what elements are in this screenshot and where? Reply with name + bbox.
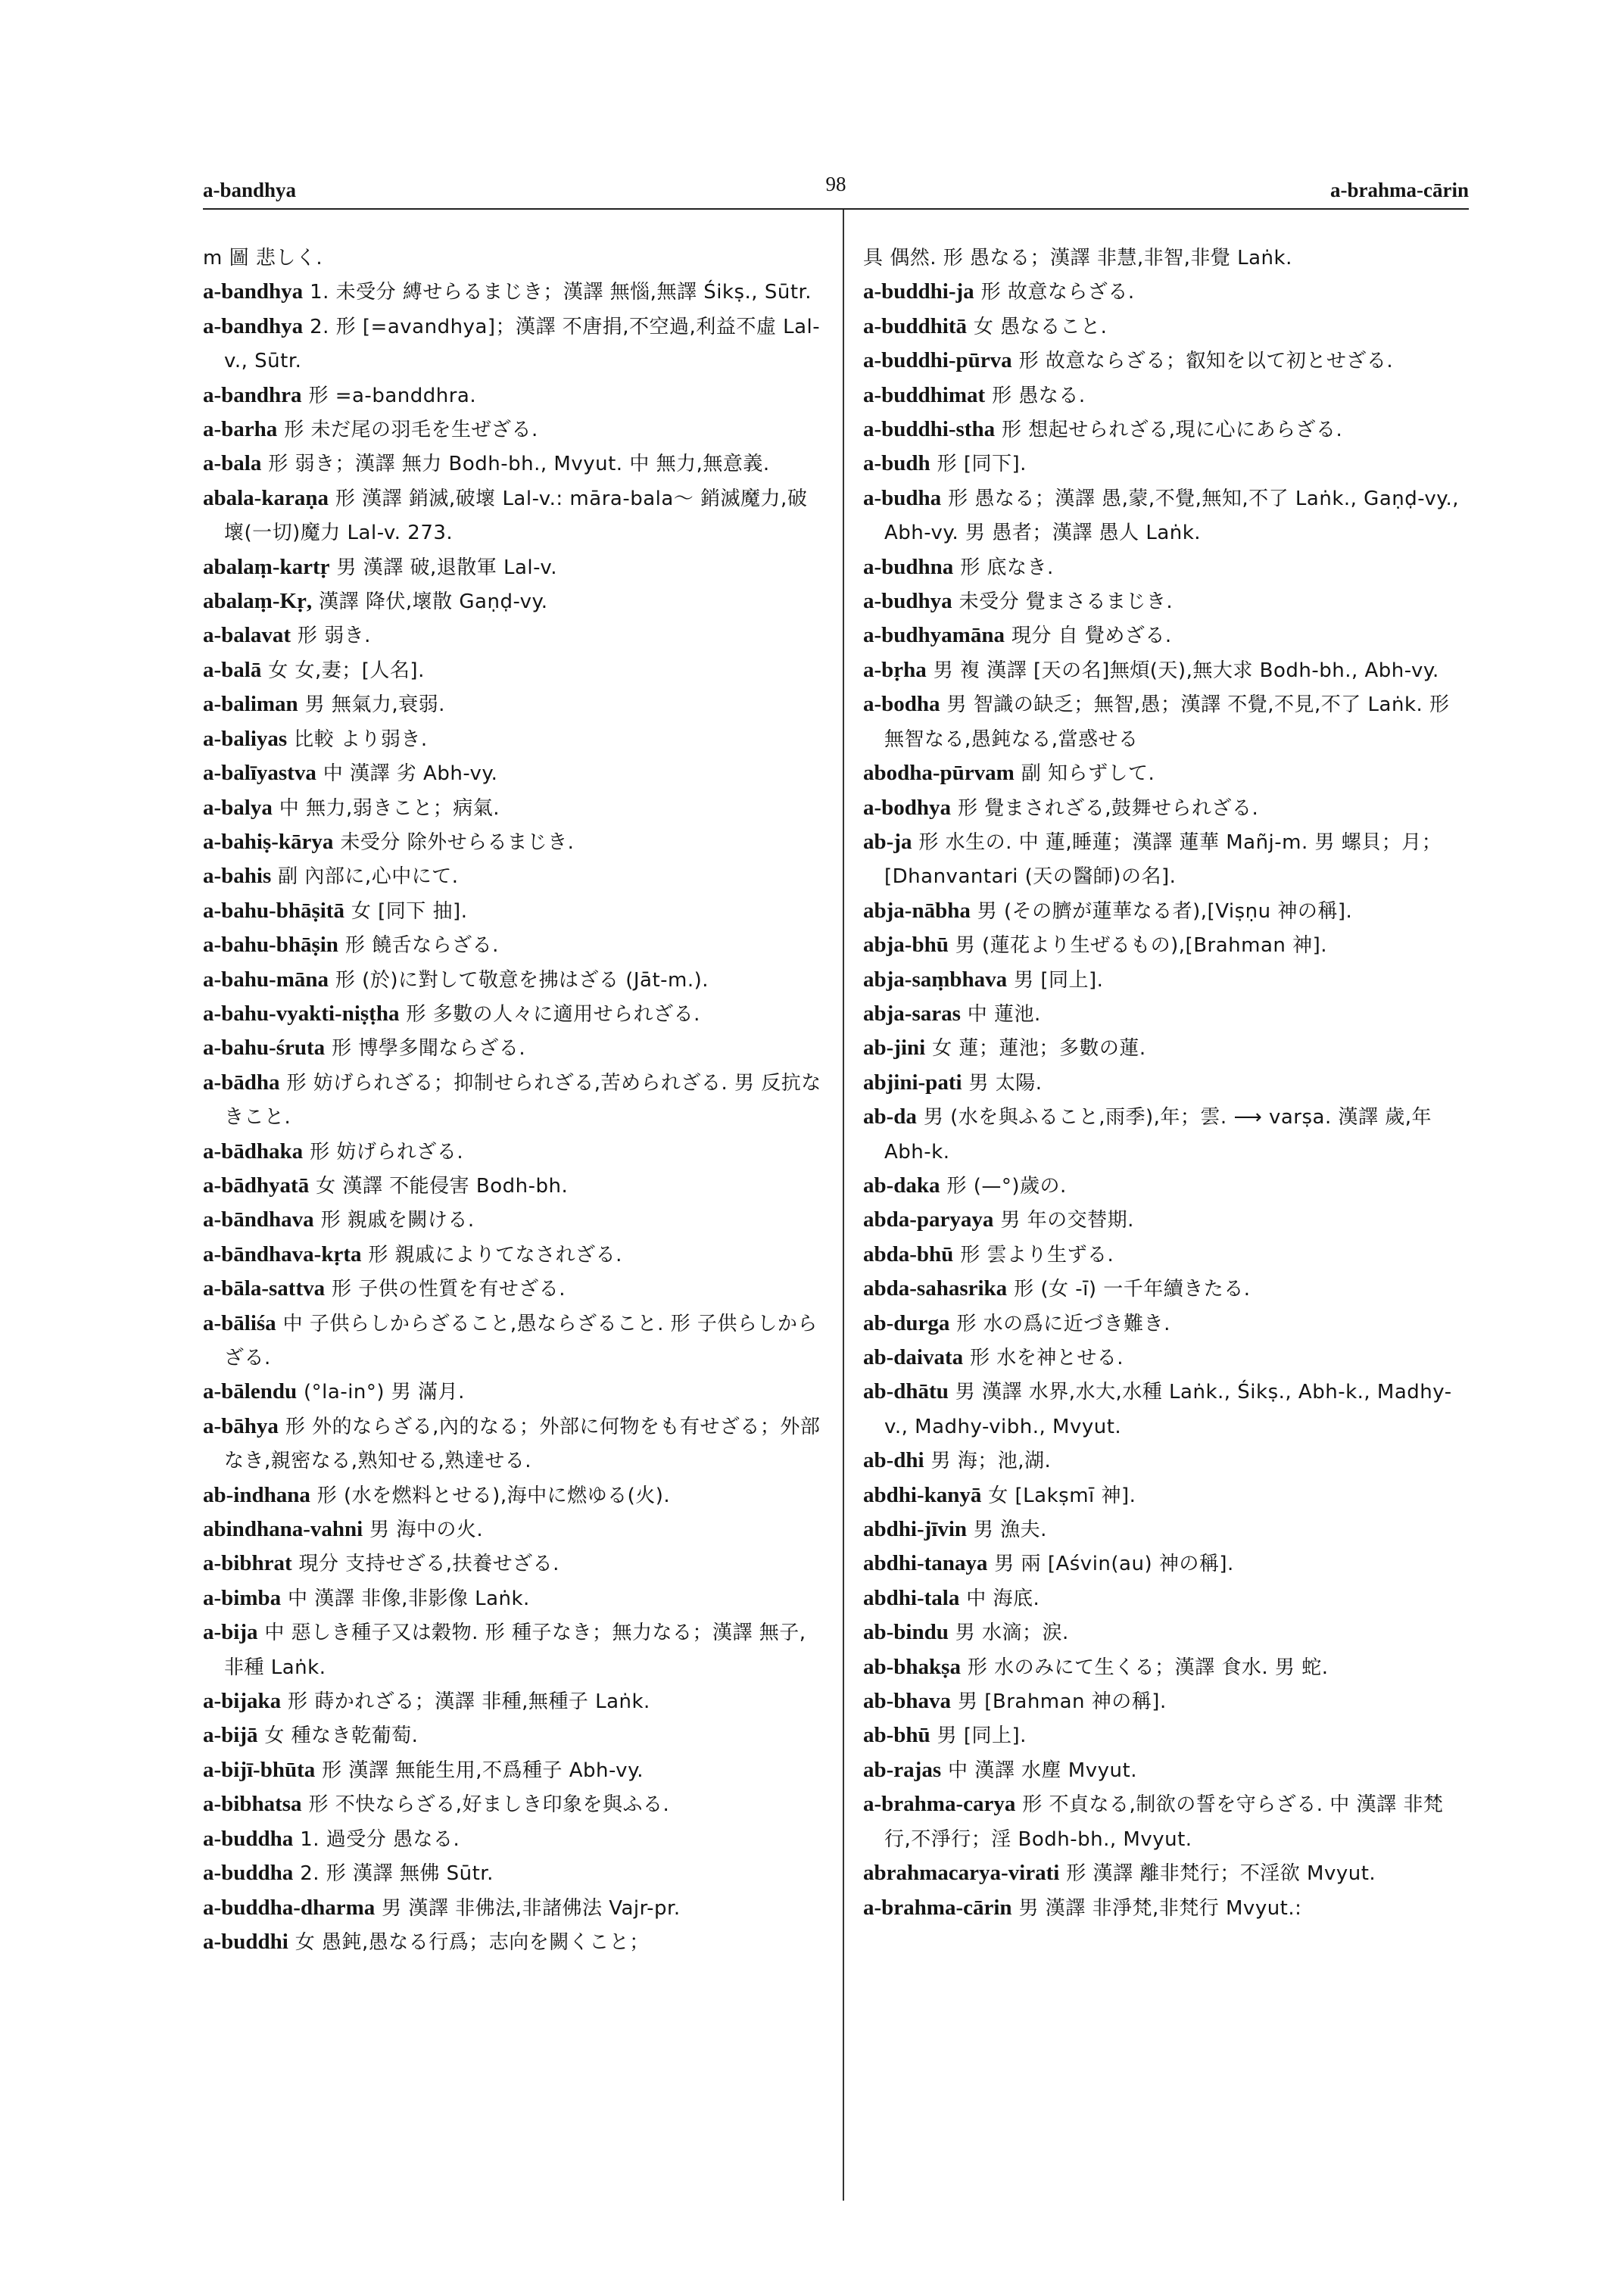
entry-headword: a-buddhitā — [863, 313, 968, 338]
dictionary-entry — [203, 1203, 824, 1237]
entry-definition: 2. 形 [=avandhya]；漢譯 不唐捐,不空過,利益不虛 Lal-v., Sūtr. — [224, 315, 821, 373]
dictionary-entry — [863, 1513, 1469, 1547]
dictionary-entry — [863, 481, 1469, 550]
dictionary-entry — [203, 1753, 824, 1787]
dictionary-entry — [863, 1787, 1469, 1856]
entry-headword: abdhi-kanyā — [863, 1482, 982, 1507]
entry-headword: a-bahis — [203, 864, 272, 889]
entry-headword: a-budhya — [863, 589, 952, 614]
entry-headword: ab-durga — [863, 1310, 950, 1335]
entry-definition: 形 不貞なる,制欲の誓を守らざる. 中 漢譯 非梵行,不淨行；淫 Bodh-bh., Mvyut. — [884, 1793, 1444, 1851]
dictionary-entry — [203, 618, 824, 653]
dictionary-entry — [203, 825, 824, 859]
entry-headword: abdhi-jīvin — [863, 1517, 967, 1542]
entry-definition: 形 弱き. — [297, 625, 371, 648]
entry-definition: 女 漢譯 不能侵害 Bodh-bh. — [316, 1174, 569, 1198]
entry-headword: ab-bhava — [863, 1689, 952, 1714]
entry-definition: 形 外的ならざる,內的なる；外部に何物をも有せざる；外部なき,親密なる,熟知せる,熟達せる. — [224, 1415, 821, 1473]
entry-definition: 男 (蓮花より生ぜるもの),[Brahman 神]. — [955, 934, 1328, 958]
entry-headword: a-brahma-cārin — [863, 1895, 1012, 1920]
header-rule — [203, 208, 1469, 210]
entry-definition: (°la-in°) 男 滿月. — [304, 1381, 465, 1404]
entry-definition: 中 漢譯 水塵 Mvyut. — [948, 1759, 1137, 1782]
entry-headword: abja-nābha — [863, 898, 971, 923]
left-column — [203, 241, 824, 1959]
entry-definition: 女 [Lakṣmī 神]. — [988, 1484, 1136, 1507]
entry-definition: 形 想起せられざる,現に心にあらざる. — [1002, 419, 1343, 442]
dictionary-entry — [203, 413, 824, 447]
entry-definition: 形 (—°)歲の. — [946, 1174, 1067, 1198]
dictionary-entry — [863, 1718, 1469, 1752]
entry-headword: a-budh — [863, 451, 930, 476]
entry-definition: 男 漢譯 水界,水大,水種 Laṅk., Śikṣ., Abh-k., Madhy-v., Madhy-vibh., Mvyut. — [884, 1381, 1452, 1438]
entry-definition: 形 蒔かれざる；漢譯 非種,無種子 Laṅk. — [288, 1690, 650, 1714]
entry-headword: a-buddhi-pūrva — [863, 348, 1012, 373]
dictionary-entry — [863, 1307, 1469, 1341]
dictionary-entry — [863, 1375, 1469, 1444]
dictionary-entry — [863, 1684, 1469, 1718]
entry-headword: a-bādha — [203, 1070, 280, 1095]
dictionary-entry — [203, 687, 824, 721]
entry-headword: a-buddhi-ja — [863, 279, 974, 304]
entry-headword: a-bāndhava-kṛta — [203, 1242, 362, 1266]
entry-headword: a-baliman — [203, 692, 298, 717]
entry-headword: ab-da — [863, 1104, 917, 1129]
entry-definition: 形 (女 -ī) 一千年續きたる. — [1014, 1278, 1251, 1301]
entry-definition: 形 故意ならざる. — [980, 281, 1135, 304]
entry-headword: ab-bhū — [863, 1723, 930, 1748]
entry-definition: 中 漢譯 劣 Abh-vy. — [323, 762, 498, 786]
dictionary-entry — [203, 1031, 824, 1065]
running-head-left: a-bandhya — [203, 179, 297, 201]
entry-definition: 形 (水を燃料とせる),海中に燃ゆる(火). — [316, 1484, 671, 1507]
dictionary-entry — [863, 1066, 1469, 1100]
entry-definition: 女 [同下 抽]. — [351, 899, 468, 923]
dictionary-entry — [203, 481, 824, 550]
entry-headword: abda-bhū — [863, 1242, 954, 1266]
entry-definition: 中 惡しき種子又は穀物. 形 種子なき；無力なる；漢譯 無子,非種 Laṅk. — [224, 1622, 806, 1679]
entry-definition: 男 海中の火. — [369, 1519, 484, 1542]
dictionary-entry — [203, 1513, 824, 1547]
entry-definition: 形 雲より生ずる. — [960, 1243, 1114, 1266]
dictionary-entry — [863, 1100, 1469, 1169]
entry-headword: a-bibhatsa — [203, 1792, 302, 1817]
dictionary-entry — [863, 756, 1469, 790]
entry-headword: abala-karaṇa — [203, 485, 329, 510]
dictionary-entry — [863, 1203, 1469, 1237]
dictionary-entry — [203, 1066, 824, 1135]
dictionary-entry — [203, 1822, 824, 1856]
entry-headword: ab-ja — [863, 829, 912, 854]
entry-headword: a-baliyas — [203, 726, 288, 751]
entry-definition: 形 水の爲に近づき難き. — [956, 1312, 1170, 1335]
entry-definition: 男 海；池,湖. — [930, 1450, 1052, 1473]
entry-definition: 中 無力,弱きこと；病氣. — [279, 796, 500, 820]
entry-headword: a-bodhya — [863, 795, 952, 820]
entry-definition: 形 愚なる. — [992, 384, 1086, 407]
entry-headword: a-bijā — [203, 1723, 258, 1748]
entry-definition: 女 愚鈍,愚なる行爲；志向を闕くこと； — [295, 1930, 650, 1954]
dictionary-entry — [203, 859, 824, 893]
dictionary-entry — [203, 963, 824, 997]
dictionary-entry — [203, 241, 824, 275]
entry-headword: ab-daivata — [863, 1345, 964, 1369]
dictionary-entry — [863, 1753, 1469, 1787]
dictionary-entry — [863, 1341, 1469, 1375]
dictionary-entry — [203, 310, 824, 379]
entry-headword: a-buddha — [203, 1826, 294, 1851]
entry-definition: 形 漢譯 銷滅,破壞 Lal-v.: māra-bala～ 銷滅魔力,破壞(一切)魔力 Lal-v. 273. — [224, 487, 808, 545]
dictionary-entry — [203, 1410, 824, 1478]
entry-definition: 男 水滴；涙. — [955, 1622, 1069, 1645]
entry-definition: 男 太陽. — [968, 1071, 1043, 1095]
entry-headword: a-bāndhava — [203, 1207, 314, 1232]
dictionary-entry — [203, 1581, 824, 1615]
dictionary-entry — [203, 1135, 824, 1169]
dictionary-entry — [863, 1444, 1469, 1478]
entry-definition: 男 無氣力,衰弱. — [304, 693, 445, 717]
dictionary-entry — [203, 550, 824, 584]
dictionary-entry — [863, 241, 1469, 275]
entry-definition: 形 饒舌ならざる. — [344, 934, 499, 958]
entry-definition: 形 子供の性質を有せざる. — [332, 1278, 566, 1301]
entry-definition: 1. 未受分 縛せらるまじき；漢譯 無惱,無譯 Śikṣ., Sūtr. — [310, 281, 812, 304]
entry-headword: a-buddhi — [203, 1929, 288, 1954]
dictionary-entry — [863, 1169, 1469, 1203]
entry-definition: 女 種なき乾葡萄. — [264, 1724, 419, 1748]
entry-headword: abda-sahasrika — [863, 1276, 1008, 1301]
entry-definition: 形 多數の人々に適用せられざる. — [406, 1002, 700, 1026]
dictionary-entry — [863, 379, 1469, 413]
dictionary-entry — [203, 1787, 824, 1821]
entry-definition: 男 兩 [Aśvin(au) 神の稱]. — [994, 1553, 1234, 1576]
entry-definition: 形 漢譯 無能生用,不爲種子 Abh-vy. — [322, 1759, 644, 1782]
entry-headword: a-budha — [863, 485, 942, 510]
dictionary-entry — [863, 1615, 1469, 1650]
entry-headword: a-bijaka — [203, 1689, 282, 1714]
entry-definition: 形 覺まされざる,鼓舞せられざる. — [957, 796, 1259, 820]
dictionary-entry — [203, 1375, 824, 1409]
dictionary-entry — [203, 756, 824, 790]
dictionary-entry — [863, 687, 1469, 756]
dictionary-entry — [203, 1718, 824, 1752]
entry-definition: 形 =a-banddhra. — [308, 384, 477, 407]
entry-headword: ab-bindu — [863, 1620, 949, 1645]
entry-headword: a-bahu-bhāṣin — [203, 933, 338, 958]
dictionary-entry — [863, 997, 1469, 1031]
dictionary-entry — [863, 1547, 1469, 1581]
dictionary-entry — [203, 1925, 824, 1959]
dictionary-entry — [863, 791, 1469, 825]
entry-headword: ab-dhi — [863, 1448, 924, 1473]
entry-headword: a-bṛha — [863, 657, 927, 682]
dictionary-entry — [863, 928, 1469, 962]
dictionary-entry — [863, 1650, 1469, 1684]
dictionary-entry — [863, 413, 1469, 447]
dictionary-entry — [203, 1547, 824, 1581]
entry-headword: a-brahma-carya — [863, 1792, 1016, 1817]
entry-definition: 2. 形 漢譯 無佛 Sūtr. — [300, 1862, 494, 1886]
dictionary-entry — [863, 825, 1469, 894]
entry-headword: abdhi-tanaya — [863, 1551, 988, 1576]
entry-headword: abodha-pūrvam — [863, 761, 1015, 786]
entry-headword: a-buddhimat — [863, 382, 986, 407]
entry-headword: a-bibhrat — [203, 1551, 292, 1576]
entry-headword: a-bahiṣ-kārya — [203, 829, 334, 854]
entry-definition: 男 [同上]. — [937, 1724, 1027, 1748]
entry-definition: m 圖 悲しく. — [203, 247, 323, 269]
dictionary-entry — [203, 275, 824, 309]
dictionary-entry — [203, 1891, 824, 1925]
dictionary-entry — [203, 1615, 824, 1684]
entry-definition: 形 愚なる；漢譯 愚,蒙,不覺,無知,不了 Laṅk., Gaṇḍ-vy., Abh-vy. 男 愚者；漢譯 愚人 Laṅk. — [884, 487, 1460, 545]
entry-headword: a-bālendu — [203, 1379, 298, 1404]
entry-definition: 中 蓮池. — [967, 1002, 1041, 1026]
entry-headword: a-bādhyatā — [203, 1173, 310, 1198]
entry-headword: a-buddha — [203, 1861, 294, 1886]
entry-definition: 形 (於)に對して敬意を拂はざる (Jāt-m.). — [335, 968, 709, 992]
entry-headword: abindhana-vahni — [203, 1517, 363, 1542]
entry-definition: 漢譯 降伏,壞散 Gaṇḍ-vy. — [319, 590, 548, 614]
running-head-right: a-brahma-cārin — [1330, 179, 1469, 201]
dictionary-entry — [203, 1684, 824, 1718]
entry-headword: a-bādhaka — [203, 1139, 304, 1164]
entry-definition: 形 親戚によりてなされざる. — [368, 1243, 622, 1266]
entry-definition: 男 漁夫. — [973, 1519, 1047, 1542]
entry-headword: a-balā — [203, 657, 262, 682]
entry-headword: a-budhna — [863, 554, 954, 579]
entry-headword: ab-rajas — [863, 1757, 942, 1782]
entry-definition: 男 (水を與ふること,雨季),年；雲. ⟶ varṣa. 漢譯 歲,年 Abh-k. — [884, 1106, 1432, 1164]
entry-headword: a-bimba — [203, 1585, 282, 1610]
entry-definition: 男 漢譯 破,退散軍 Lal-v. — [336, 556, 557, 579]
entry-definition: 現分 自 覺めざる. — [1011, 625, 1172, 648]
entry-definition: 1. 過受分 愚なる. — [300, 1827, 460, 1851]
entry-headword: a-buddhi-stha — [863, 417, 996, 442]
entry-headword: a-bandhya — [203, 279, 304, 304]
entry-headword: a-bandhra — [203, 382, 302, 407]
entry-headword: a-bahu-māna — [203, 967, 329, 992]
dictionary-entry — [863, 344, 1469, 378]
entry-definition: 具 偶然. 形 愚なる；漢譯 非慧,非智,非覺 Laṅk. — [863, 247, 1292, 269]
entry-definition: 男 複 漢譯 [天の名]無煩(天),無大求 Bodh-bh., Abh-vy. — [933, 659, 1439, 682]
entry-headword: a-bāhya — [203, 1413, 279, 1438]
entry-definition: 形 博學多聞ならざる. — [332, 1037, 526, 1061]
entry-definition: 副 內部に,心中にて. — [278, 865, 459, 889]
right-column — [863, 241, 1469, 1925]
entry-definition: 形 漢譯 離非梵行；不淫欲 Mvyut. — [1066, 1862, 1376, 1886]
entry-definition: 男 漢譯 非淨梵,非梵行 Mvyut.: — [1018, 1896, 1302, 1920]
column-divider — [843, 210, 844, 2201]
entry-headword: a-bāla-sattva — [203, 1276, 326, 1301]
dictionary-entry — [863, 1856, 1469, 1890]
entry-headword: a-barha — [203, 417, 278, 442]
entry-definition: 形 水のみにて生くる；漢譯 食水. 男 蛇. — [967, 1656, 1329, 1679]
entry-definition: 形 底なき. — [960, 556, 1054, 579]
page-number: 98 — [825, 173, 846, 195]
entry-headword: a-bahu-bhāṣitā — [203, 898, 344, 923]
entry-headword: a-budhyamāna — [863, 623, 1005, 648]
dictionary-entry — [863, 653, 1469, 687]
dictionary-entry — [863, 1891, 1469, 1925]
entry-headword: a-balavat — [203, 623, 291, 648]
dictionary-entry — [863, 550, 1469, 584]
dictionary-entry — [203, 928, 824, 962]
dictionary-entry — [863, 618, 1469, 653]
entry-definition: 男 漢譯 非佛法,非諸佛法 Vajr-pr. — [382, 1896, 681, 1920]
entry-definition: 中 海底. — [966, 1587, 1040, 1610]
entry-definition: 形 不快ならざる,好ましき印象を與ふる. — [308, 1793, 670, 1817]
dictionary-entry — [203, 894, 824, 928]
entry-definition: 未受分 覺まさるまじき. — [959, 590, 1174, 614]
entry-definition: 形 [同下]. — [937, 453, 1027, 476]
entry-definition: 未受分 除外せらるまじき. — [340, 830, 575, 854]
entry-definition: 男 年の交替期. — [1000, 1209, 1134, 1232]
entry-definition: 男 [Brahman 神の稱]. — [957, 1690, 1167, 1714]
entry-definition: 男 [同上]. — [1014, 968, 1104, 992]
entry-headword: a-bija — [203, 1620, 258, 1645]
entry-definition: 形 水生の. 中 蓮,睡蓮；漢譯 蓮華 Mañj-m. 男 螺貝；月；[Dhanvantari (天の醫師)の名]. — [884, 830, 1442, 889]
entry-definition: 男 智識の缺乏；無智,愚；漢譯 不覺,不見,不了 Laṅk. 形 無智なる,愚鈍なる,當惑せる — [884, 693, 1450, 751]
dictionary-entry — [863, 1031, 1469, 1065]
dictionary-entry — [863, 894, 1469, 928]
dictionary-entry — [203, 584, 824, 618]
dictionary-entry — [203, 1238, 824, 1272]
dictionary-entry — [863, 584, 1469, 618]
entry-headword: abrahmacarya-virati — [863, 1861, 1060, 1886]
entry-definition: 形 未だ尾の羽毛を生ぜざる. — [284, 419, 538, 442]
dictionary-entry — [863, 447, 1469, 481]
entry-definition: 女 女,妻；[人名]. — [268, 659, 425, 682]
entry-definition: 形 親戚を闕ける. — [320, 1209, 475, 1232]
dictionary-entry — [863, 963, 1469, 997]
entry-headword: ab-jini — [863, 1036, 926, 1061]
entry-headword: a-bodha — [863, 692, 940, 717]
entry-headword: abdhi-tala — [863, 1585, 960, 1610]
entry-headword: a-bahu-śruta — [203, 1036, 326, 1061]
entry-definition: 形 水を神とせる. — [970, 1347, 1124, 1369]
entry-definition: 形 弱き；漢譯 無力 Bodh-bh., Mvyut. 中 無力,無意義. — [268, 453, 770, 476]
dictionary-entry — [863, 1581, 1469, 1615]
entry-headword: ab-indhana — [203, 1482, 310, 1507]
dictionary-entry — [863, 1272, 1469, 1306]
entry-definition: 中 漢譯 非像,非影像 Laṅk. — [288, 1587, 530, 1610]
dictionary-entry — [203, 379, 824, 413]
entry-headword: a-bijī-bhūta — [203, 1757, 316, 1782]
entry-definition: 男 (その臍が蓮華なる者),[Viṣṇu 神の稱]. — [977, 899, 1353, 923]
dictionary-entry — [203, 722, 824, 756]
entry-definition: 女 愚なること. — [973, 315, 1108, 338]
dictionary-entry — [863, 1478, 1469, 1513]
entry-headword: a-bandhya — [203, 313, 304, 338]
entry-headword: ab-bhakṣa — [863, 1654, 961, 1679]
dictionary-entry — [203, 653, 824, 687]
entry-definition: 比較 より弱き. — [294, 727, 428, 751]
dictionary-entry — [863, 310, 1469, 344]
entry-headword: abda-paryaya — [863, 1207, 994, 1232]
entry-definition: 中 子供らしからざること,愚ならざること. 形 子供らしからざる. — [224, 1312, 818, 1369]
entry-headword: ab-dhātu — [863, 1379, 949, 1404]
entry-headword: a-bāliśa — [203, 1310, 276, 1335]
entry-definition: 形 妨げられざる. — [310, 1140, 464, 1164]
dictionary-entry — [203, 1307, 824, 1375]
entry-definition: 形 妨げられざる；抑制せられざる,苦められざる. 男 反抗なきこと. — [224, 1071, 821, 1129]
dictionary-entry — [203, 1272, 824, 1306]
entry-definition: 現分 支持せざる,扶養せざる. — [298, 1553, 560, 1576]
entry-headword: abja-saṃbhava — [863, 967, 1008, 992]
dictionary-entry — [863, 1238, 1469, 1272]
page-header — [203, 173, 1469, 209]
entry-headword: a-balya — [203, 795, 273, 820]
entry-definition: 形 故意ならざる；叡知を以て初とせざる. — [1018, 350, 1394, 373]
dictionary-entry — [203, 447, 824, 481]
entry-headword: a-bala — [203, 451, 262, 476]
entry-headword: abalaṃ-Kṛ, — [203, 589, 313, 614]
entry-headword: ab-daka — [863, 1173, 940, 1198]
dictionary-entry — [203, 1169, 824, 1203]
dictionary-entry — [203, 1856, 824, 1890]
dictionary-entry — [203, 1478, 824, 1513]
entry-definition: 女 蓮；蓮池；多數の蓮. — [932, 1037, 1146, 1061]
entry-headword: abja-saras — [863, 1001, 961, 1026]
dictionary-entry — [203, 791, 824, 825]
entry-headword: abjini-pati — [863, 1070, 962, 1095]
dictionary-entry — [863, 275, 1469, 309]
entry-headword: a-buddha-dharma — [203, 1895, 376, 1920]
entry-definition: 副 知らずして. — [1021, 762, 1155, 786]
entry-headword: abja-bhū — [863, 933, 949, 958]
entry-headword: a-balīyastva — [203, 761, 316, 786]
entry-headword: a-bahu-vyakti-niṣṭha — [203, 1001, 400, 1026]
entry-headword: abalaṃ-kartṛ — [203, 554, 330, 579]
dictionary-entry — [203, 997, 824, 1031]
